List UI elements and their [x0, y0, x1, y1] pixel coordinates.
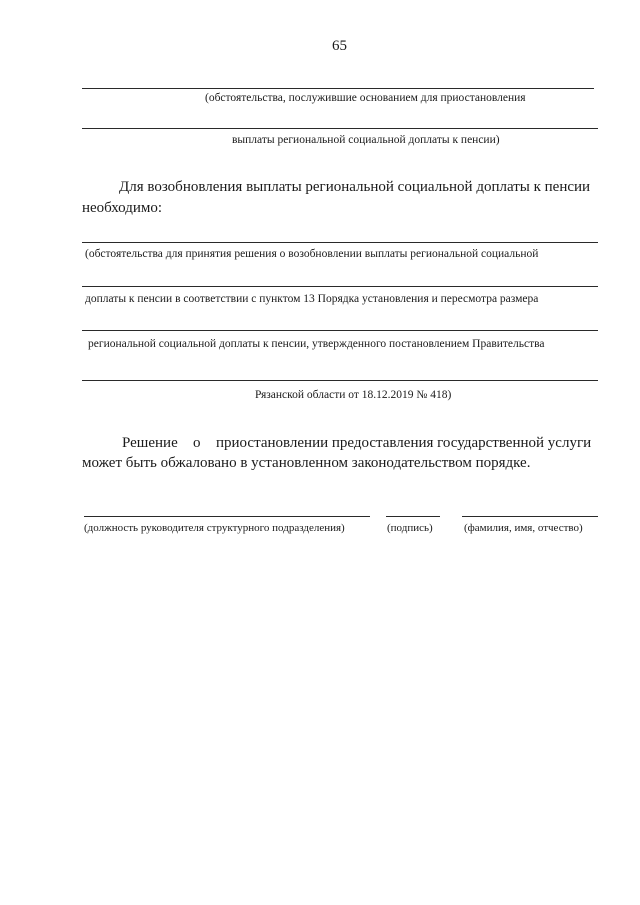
resumption-caption-2: доплаты к пенсии в соответствии с пунктом 13 Порядка установления и пересмотра размера: [85, 293, 539, 305]
fill-line: [82, 242, 598, 243]
name-caption: (фамилия, имя, отчество): [464, 522, 583, 534]
fill-line: [82, 88, 594, 89]
resumption-text-line-1: Для возобновления выплаты региональной социальной доплаты к пенсии: [119, 179, 591, 195]
resumption-caption-4: Рязанской области от 18.12.2019 № 418): [255, 389, 452, 401]
appeal-text-line-1-word-3: приостановлении предоставления государственной услуги: [216, 435, 592, 451]
signature-line: [386, 516, 440, 517]
fill-line: [82, 128, 598, 129]
fill-line: [82, 286, 598, 287]
signature-caption: (подпись): [387, 522, 433, 534]
resumption-caption-1: (обстоятельства для принятия решения о возобновлении выплаты региональной социальной: [85, 248, 539, 260]
resumption-text-line-2: необходимо:: [82, 200, 163, 216]
resumption-caption-3: региональной социальной доплаты к пенсии, утвержденного постановлением Правительства: [88, 338, 545, 350]
suspension-caption-1: (обстоятельства, послужившие основанием для приостановления: [205, 92, 526, 104]
fill-line: [82, 380, 598, 381]
suspension-caption-2: выплаты региональной социальной доплаты к пенсии): [232, 134, 500, 146]
fill-line: [82, 330, 598, 331]
appeal-text-line-1-word-1: Решение: [122, 435, 178, 451]
appeal-text-line-2: может быть обжаловано в установленном законодательством порядке.: [82, 455, 531, 471]
position-caption: (должность руководителя структурного подразделения): [84, 522, 345, 534]
name-signature-line: [462, 516, 598, 517]
position-signature-line: [84, 516, 370, 517]
appeal-text-line-1-word-2: о: [193, 435, 201, 451]
page-number: 65: [332, 38, 347, 54]
